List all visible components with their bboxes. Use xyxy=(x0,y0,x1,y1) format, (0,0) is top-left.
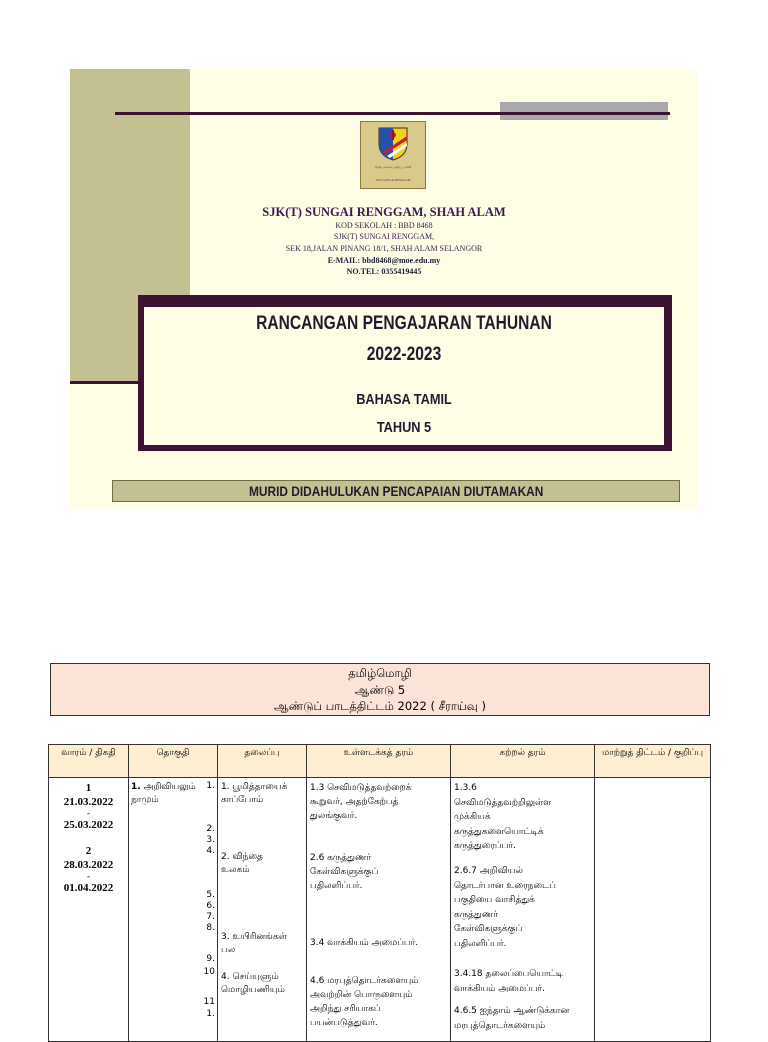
topic-item xyxy=(221,781,287,807)
list-number: 4. xyxy=(206,846,215,856)
learning-standard-line: கருத்துணர் xyxy=(454,909,498,920)
motto-text: MURID DIDAHULUKAN PENCAPAIAN DIUTAMAKAN xyxy=(248,483,544,499)
col-header-content-standard: உள்ளடக்கத் தரம் xyxy=(307,745,451,778)
col-header-topic: தலைப்பு xyxy=(218,745,307,778)
table-header-row xyxy=(49,745,711,778)
topic-line: பல xyxy=(221,945,236,955)
learning-standard-line: தொடர்பான உரைநடைப் xyxy=(454,880,556,891)
topic-item xyxy=(221,971,285,997)
title-box xyxy=(138,295,672,451)
subject-name: BAHASA TAMIL xyxy=(356,391,452,408)
document-year: 2022-2023 xyxy=(366,344,442,365)
week-cell xyxy=(49,778,129,1042)
grade-level: TAHUN 5 xyxy=(376,419,432,436)
learning-standard-line: பகுதியை வாசித்துக் xyxy=(454,895,535,905)
content-standard-line: 3.4 வாக்கியம் அமைப்பர். xyxy=(310,938,419,948)
list-number: 5. xyxy=(206,890,215,900)
week-number: 1 xyxy=(85,782,92,794)
school-address-street: SEK 18,JALAN PINANG 18/1, SHAH ALAM SELANGOR xyxy=(285,244,483,253)
school-email: E-MAIL: bbd8468@moe.edu.my xyxy=(327,256,441,265)
date-separator: - xyxy=(87,808,90,818)
week-start-date: 28.03.2022 xyxy=(63,859,114,871)
learning-standard-line: கேள்விகளுக்குப் xyxy=(454,924,523,934)
list-number: 3. xyxy=(206,835,215,845)
plan-header xyxy=(50,663,710,716)
list-number: 2. xyxy=(206,824,215,834)
yearly-plan-table xyxy=(48,744,711,1042)
theme-cell xyxy=(129,778,218,1042)
topic-item xyxy=(221,931,287,957)
learning-standard-item xyxy=(454,967,592,996)
learning-standard-line: 3.4.18 தலைப்பையொட்டி xyxy=(454,969,563,979)
week-end-date: 01.04.2022 xyxy=(63,882,114,894)
learning-standard-line: மரபுத்தொடர்களையும் xyxy=(454,1020,546,1031)
cover-left-divider xyxy=(70,381,142,384)
col-header-remarks: மாற்றுத் திட்டம் / குறிப்பு xyxy=(595,745,711,778)
content-standard-item xyxy=(310,974,448,1030)
cover-page xyxy=(70,69,698,509)
content-standard-line: பதிலளிப்பர். xyxy=(310,881,363,891)
list-number: 1. xyxy=(206,781,215,791)
theme-name-line2: நாமும் xyxy=(131,795,159,805)
col-header-learning-standard: கற்றல் தரம் xyxy=(451,745,595,778)
plan-title: ஆண்டுப் பாடத்திட்டம் 2022 ( சீராய்வு ) xyxy=(274,699,486,713)
logo-school-text: SJKT SUNGAI RENGGAM xyxy=(375,178,411,182)
learning-standard-item xyxy=(454,1004,592,1033)
content-standard-line: 4.6 மரபுத்தொடர்களையும் xyxy=(310,976,419,986)
list-number: 7. xyxy=(206,912,215,922)
learning-standard-line: கருத்துகளையொட்டிக் xyxy=(454,826,544,837)
list-number: 8. xyxy=(206,923,215,933)
learning-standard-line: 2.6.7 அறிவியல் xyxy=(454,866,523,876)
learning-standard-line: வாக்கியம் அமைப்பர். xyxy=(454,983,545,994)
content-standard-line: பயன்படுத்துவர். xyxy=(310,1018,378,1028)
content-standard-item xyxy=(310,936,448,950)
learning-standard-item xyxy=(454,864,592,951)
learning-standard-line: 4.6.5 ஐந்தாம் ஆண்டுக்கான xyxy=(454,1006,570,1016)
learning-standard-line: கருத்துரைப்பர். xyxy=(454,841,516,851)
learning-standard-cell xyxy=(451,778,595,1042)
plan-subject: தமிழ்மொழி xyxy=(348,666,412,680)
content-standard-item xyxy=(310,851,448,893)
topic-line: 4. செய்யுளும் xyxy=(221,972,279,982)
content-standard-line: 1.3 செவிமடுத்தவற்றைக் xyxy=(310,783,412,793)
logo-tamil-text: தேசிய வகை தமிழ்ப் பள்ளி xyxy=(374,165,412,169)
theme-name xyxy=(131,781,215,807)
title-box-inner xyxy=(144,307,664,445)
topic-line: 2. விந்தை xyxy=(221,852,263,862)
content-standard-line: அறிந்து சரியாகப் xyxy=(310,1004,381,1014)
learning-standard-line: பதிலளிப்பர். xyxy=(454,938,507,949)
remarks-cell xyxy=(595,778,711,1042)
learning-standard-line: 1.3.6 xyxy=(454,783,477,793)
school-phone: NO.TEL: 0355419445 xyxy=(346,267,422,276)
col-header-theme: தொகுதி xyxy=(129,745,218,778)
list-number: 6. xyxy=(206,901,215,911)
topic-item xyxy=(221,851,263,877)
school-name: SJK(T) SUNGAI RENGGAM, SHAH ALAM xyxy=(262,205,506,219)
list-number: 9. xyxy=(206,954,215,964)
plan-grade: ஆண்டு 5 xyxy=(354,682,406,697)
topic-cell xyxy=(218,778,307,1042)
cover-grey-bar xyxy=(500,102,668,120)
school-logo xyxy=(360,121,426,189)
content-standard-line: கூறுவர், அதற்கேற்பத் xyxy=(310,797,399,807)
topic-line: 1. பூமித்தாயைக் xyxy=(221,782,288,792)
week-end-date: 25.03.2022 xyxy=(63,819,114,831)
content-standard-line: அவற்றின் பொருளையும் xyxy=(310,990,413,1000)
learning-standard-line: முக்கியக் xyxy=(454,812,491,822)
school-motto xyxy=(112,480,680,502)
list-number: 11 xyxy=(203,997,215,1007)
date-separator: - xyxy=(87,871,90,881)
content-standard-line: 2.6 கருத்துணர் xyxy=(310,853,372,863)
col-header-week: வாரம் / திகதி xyxy=(49,745,129,778)
content-standard-item xyxy=(310,781,448,823)
topic-line: மொழியணியும் xyxy=(221,985,285,995)
learning-standard-line: செவிமடுத்தவற்றிலுள்ள xyxy=(454,797,552,808)
list-number: 10 xyxy=(203,967,215,977)
content-standard-cell xyxy=(307,778,451,1042)
content-standard-line: கேள்விகளுக்குப் xyxy=(310,867,379,877)
topic-line: 3. உயிரினங்கள் xyxy=(221,932,287,942)
topic-line: உலகம் xyxy=(221,865,250,875)
week-start-date: 21.03.2022 xyxy=(63,796,114,808)
table-row xyxy=(49,778,711,1042)
school-crest-icon xyxy=(377,126,409,162)
week-number: 2 xyxy=(85,845,92,857)
school-code: KOD SEKOLAH : BBD 8468 xyxy=(335,221,433,230)
theme-number: 1. xyxy=(131,782,141,792)
topic-line: காப்போம் xyxy=(221,795,264,805)
document-title: RANCANGAN PENGAJARAN TAHUNAN xyxy=(256,313,552,334)
learning-standard-item xyxy=(454,781,592,854)
content-standard-line: துலங்குவர். xyxy=(310,811,358,821)
school-address-line: SJK(T) SUNGAI RENGGAM, xyxy=(333,232,435,241)
theme-name-line1: அறிவியலும் xyxy=(143,782,196,792)
list-number: 1. xyxy=(206,1009,215,1019)
